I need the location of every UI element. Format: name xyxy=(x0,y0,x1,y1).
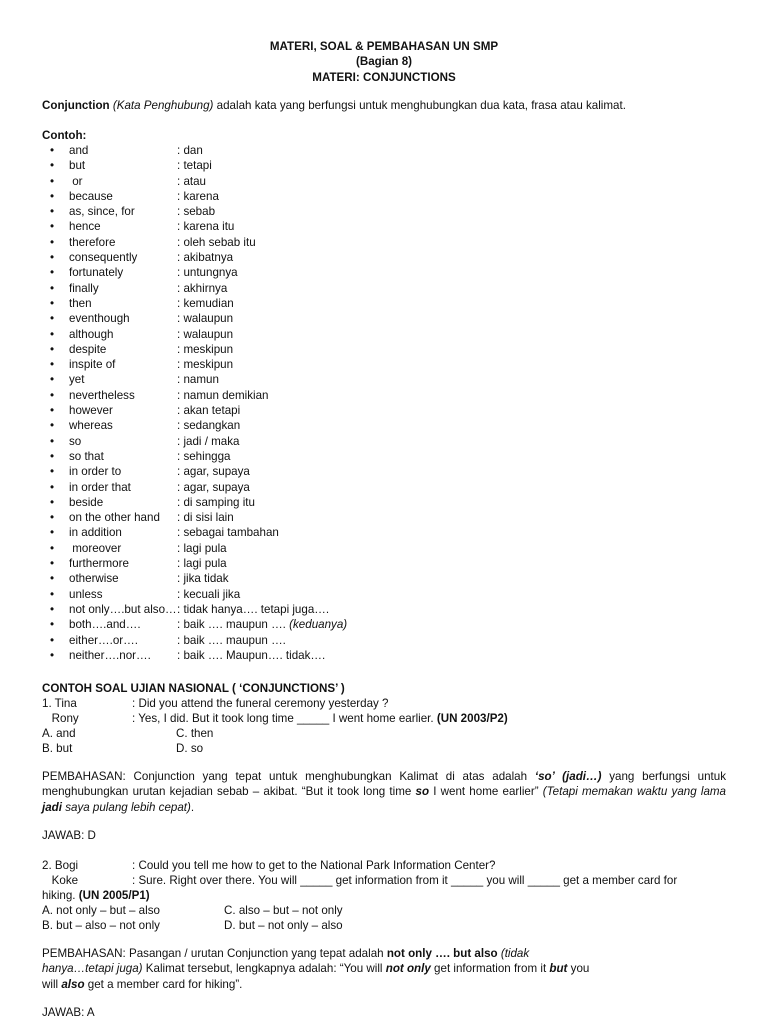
conjunction-meaning xyxy=(177,633,286,648)
conjunction-term: consequently xyxy=(69,251,138,265)
discussion-2-also: also xyxy=(61,977,85,991)
conjunction-meaning-text: : baik …. Maupun…. tidak…. xyxy=(177,648,326,662)
conjunction-meaning xyxy=(177,418,240,433)
answer-1: JAWAB: D xyxy=(42,829,96,842)
bullet-icon: • xyxy=(50,465,55,479)
conjunction-term: eventhough xyxy=(69,312,130,326)
conjunction-term: yet xyxy=(69,373,85,387)
conjunction-meaning xyxy=(177,449,231,464)
bullet-icon: • xyxy=(50,511,55,525)
question-2-option-d: D. but – not only – also xyxy=(224,919,343,932)
conjunction-term: in order to xyxy=(69,465,122,479)
conjunction-term: otherwise xyxy=(69,572,119,586)
conjunction-meaning-text: : akhirnya xyxy=(177,281,228,295)
discussion-2-line-3 xyxy=(42,977,726,992)
discussion-2-label: PEMBAHASAN: xyxy=(42,947,126,960)
discussion-1-jadi-2: jadi xyxy=(42,800,62,814)
conjunction-term: in order that xyxy=(69,480,131,494)
conjunction-meaning-text: : walaupun xyxy=(177,312,234,326)
conjunction-meaning-text: : karena xyxy=(177,189,219,203)
conjunction-meaning xyxy=(177,525,279,540)
conjunction-meaning xyxy=(177,571,229,586)
conjunction-meaning xyxy=(177,143,203,158)
conjunction-meaning-text: : kemudian xyxy=(177,296,234,310)
question-2-option-c: C. also – but – not only xyxy=(224,904,343,917)
conjunction-meaning-text: : akan tetapi xyxy=(177,404,241,418)
conjunction-meaning xyxy=(177,556,227,571)
conjunction-term: so that xyxy=(69,449,104,463)
conjunction-meaning xyxy=(177,158,212,173)
header-part: (Bagian 8) xyxy=(355,55,413,69)
bullet-icon: • xyxy=(50,358,55,372)
question-2-text-2: : Sure. Right over there. You will _____ get information from it _____ you will _____ get a member card for xyxy=(132,874,678,887)
conjunction-meaning-text: : meskipun xyxy=(177,342,234,356)
bullet-icon: • xyxy=(50,602,55,616)
conjunction-meaning xyxy=(177,311,233,326)
conjunction-meaning-text: : agar, supaya xyxy=(177,465,250,479)
conjunction-meaning-text: : namun xyxy=(177,373,219,387)
conjunction-meaning-text: : lagi pula xyxy=(177,541,227,555)
conjunction-meaning xyxy=(177,357,233,372)
conjunction-term: on the other hand xyxy=(69,511,160,525)
document-header xyxy=(0,39,768,85)
bullet-icon: • xyxy=(50,419,55,433)
conjunction-meaning-text: : dan xyxy=(177,144,203,157)
conjunction-meaning-text: : oleh sebab itu xyxy=(177,235,256,249)
conjunction-meaning xyxy=(177,648,325,663)
conjunction-meaning-text: : tetapi xyxy=(177,159,212,173)
question-1-speaker-2: Rony xyxy=(42,712,79,725)
conjunction-term: however xyxy=(69,404,113,418)
bullet-icon: • xyxy=(50,342,55,356)
conjunction-meaning xyxy=(177,281,227,296)
conjunction-meaning xyxy=(177,219,234,234)
bullet-icon: • xyxy=(50,633,55,647)
conjunction-term: therefore xyxy=(69,235,116,249)
question-2-source: (UN 2005/P1) xyxy=(78,889,150,902)
definition-paragraph xyxy=(42,98,732,113)
conjunction-meaning xyxy=(177,388,269,403)
question-2-line-1 xyxy=(42,858,495,873)
bullet-icon: • xyxy=(50,327,55,341)
bullet-icon: • xyxy=(50,220,55,234)
bullet-icon: • xyxy=(50,281,55,295)
conjunction-meaning xyxy=(177,464,250,479)
conjunction-meaning xyxy=(177,617,347,632)
conjunction-meaning xyxy=(177,296,234,311)
question-1-text-2: : Yes, I did. But it took long time _____ I went home earlier. xyxy=(132,712,434,725)
conjunction-term: nevertheless xyxy=(69,388,135,402)
question-1-line-1 xyxy=(42,696,389,711)
bullet-icon: • xyxy=(50,159,55,173)
bullet-icon: • xyxy=(50,235,55,249)
discussion-2-text-4: you xyxy=(567,962,590,976)
conjunction-meaning xyxy=(177,403,240,418)
conjunction-meaning-text: : meskipun xyxy=(177,358,234,372)
conjunction-term: inspite of xyxy=(69,358,116,372)
conjunction-term: both….and…. xyxy=(69,618,141,632)
conjunction-meaning-text: : walaupun xyxy=(177,327,234,341)
definition-text: adalah kata yang berfungsi untuk menghubungkan dua kata, frasa atau kalimat. xyxy=(216,99,626,112)
conjunction-meaning-text: : kecuali jika xyxy=(177,587,241,601)
conjunction-meaning xyxy=(177,327,233,342)
bullet-icon: • xyxy=(50,312,55,326)
conjunction-term: although xyxy=(69,327,114,341)
bullet-icon: • xyxy=(50,205,55,219)
discussion-1-text-3: I went home earlier” xyxy=(429,785,543,799)
bullet-icon: • xyxy=(50,480,55,494)
question-1-option-a: A. and xyxy=(42,727,76,740)
discussion-1-label: PEMBAHASAN: xyxy=(42,770,126,783)
question-2-line-2 xyxy=(42,873,726,888)
conjunction-term: whereas xyxy=(69,419,113,433)
discussion-2-text: Pasangan / urutan Conjunction yang tepat adalah xyxy=(125,947,387,960)
discussion-1 xyxy=(42,769,726,815)
conjunction-meaning-text: : karena itu xyxy=(177,220,235,234)
conjunction-meaning xyxy=(177,541,227,556)
discussion-1-text-2: yang berfungsi untuk menghubungkan urutan kejadian sebab – akibat. “But it took long time xyxy=(42,770,726,799)
conjunction-term: unless xyxy=(69,587,103,601)
conjunction-meaning-text: : namun demikian xyxy=(177,388,269,402)
discussion-2-text-5: will xyxy=(42,977,62,991)
conjunction-term: and xyxy=(69,144,89,157)
discussion-2-line-2 xyxy=(42,961,726,976)
conjunction-term: hence xyxy=(69,220,101,234)
conjunction-meaning-text: : sebab xyxy=(177,205,216,219)
conjunction-meaning xyxy=(177,235,256,250)
bullet-icon: • xyxy=(50,648,55,662)
bullet-icon: • xyxy=(50,557,55,571)
bullet-icon: • xyxy=(50,618,55,632)
question-1-option-c: C. then xyxy=(176,727,214,740)
discussion-2-but: but xyxy=(549,962,568,976)
conjunction-meaning-text: : sedangkan xyxy=(177,419,241,433)
conjunction-term: because xyxy=(69,189,113,203)
bullet-icon: • xyxy=(50,266,55,280)
bullet-icon: • xyxy=(50,251,55,265)
question-1-option-d: D. so xyxy=(176,742,204,755)
bullet-icon: • xyxy=(50,495,55,509)
conjunction-term: moreover xyxy=(69,541,122,555)
conjunction-meaning-text: : baik …. maupun …. xyxy=(177,633,286,647)
conjunction-meaning-text: : di samping itu xyxy=(177,495,255,509)
conjunction-meaning-text: : tidak hanya…. tetapi juga…. xyxy=(177,602,330,616)
question-2-line-3 xyxy=(42,888,150,903)
bullet-icon: • xyxy=(50,388,55,402)
exam-section-title: CONTOH SOAL UJIAN NASIONAL ( ‘CONJUNCTIONS’ ) xyxy=(42,682,345,695)
conjunction-meaning-text: : sebagai tambahan xyxy=(177,526,279,540)
conjunction-term: or xyxy=(69,174,83,188)
bullet-icon: • xyxy=(50,404,55,418)
conjunction-meaning xyxy=(177,265,238,280)
discussion-1-end: . xyxy=(190,800,195,814)
conjunction-meaning-text: : jadi / maka xyxy=(177,434,240,448)
question-2-text-3: hiking. xyxy=(42,889,76,902)
question-1-line-2 xyxy=(42,711,508,726)
bullet-icon: • xyxy=(50,434,55,448)
question-2-option-a: A. not only – but – also xyxy=(42,904,160,917)
conjunction-term: despite xyxy=(69,342,107,356)
bullet-icon: • xyxy=(50,449,55,463)
conjunction-meaning xyxy=(177,434,240,449)
conjunction-term: beside xyxy=(69,495,104,509)
discussion-1-translation-2: saya pulang lebih cepat) xyxy=(61,800,191,814)
conjunction-term: in addition xyxy=(69,526,122,540)
conjunction-meaning xyxy=(177,204,215,219)
header-topic: MATERI: CONJUNCTIONS xyxy=(312,70,456,84)
conjunction-meaning xyxy=(177,250,233,265)
discussion-2-text-3: get information from it xyxy=(430,962,550,976)
discussion-2-text-2: Kalimat tersebut, lengkapnya adalah: “You will xyxy=(142,962,386,976)
conjunction-term: furthermore xyxy=(69,557,129,571)
conjunction-term: neither….nor…. xyxy=(69,648,151,662)
discussion-1-text: Conjunction yang tepat untuk menghubungkan Kalimat di atas adalah xyxy=(125,770,535,783)
conjunction-term: as, since, for xyxy=(69,205,135,219)
conjunction-meaning-text: : atau xyxy=(177,174,207,188)
conjunction-meaning xyxy=(177,372,219,387)
definition-gloss: (Kata Penghubung) xyxy=(112,99,214,112)
conjunction-meaning-text: : akibatnya xyxy=(177,251,234,265)
definition-term: Conjunction xyxy=(42,99,110,112)
discussion-2-text-6: get a member card for hiking”. xyxy=(84,977,243,991)
bullet-icon: • xyxy=(50,373,55,387)
discussion-2-line-1 xyxy=(42,946,726,961)
header-title: MATERI, SOAL & PEMBAHASAN UN SMP xyxy=(269,40,499,53)
conjunction-meaning-text: : lagi pula xyxy=(177,557,227,571)
bullet-icon: • xyxy=(50,174,55,188)
conjunction-term: so xyxy=(69,434,82,448)
conjunction-meaning-text: : untungnya xyxy=(177,266,238,280)
conjunction-meaning xyxy=(177,189,219,204)
answer-2: JAWAB: A xyxy=(42,1006,95,1019)
examples-label: Contoh: xyxy=(42,129,87,142)
conjunction-meaning xyxy=(177,602,329,617)
discussion-2 xyxy=(42,946,726,992)
conjunction-term: not only….but also… xyxy=(69,602,177,616)
conjunction-term: but xyxy=(69,159,86,173)
discussion-1-jadi: (jadi…) xyxy=(554,770,602,783)
conjunction-term: either….or…. xyxy=(69,633,138,647)
question-2-speaker-2: Koke xyxy=(42,874,79,887)
conjunction-term: then xyxy=(69,296,92,310)
conjunction-meaning-text: : jika tidak xyxy=(177,572,229,586)
question-1-speaker-1: 1. Tina xyxy=(42,697,77,710)
bullet-icon: • xyxy=(50,526,55,540)
conjunction-meaning xyxy=(177,174,206,189)
bullet-icon: • xyxy=(50,541,55,555)
conjunction-term: fortunately xyxy=(69,266,124,280)
bullet-icon: • xyxy=(50,189,55,203)
question-1-text-1: : Did you attend the funeral ceremony yesterday ? xyxy=(132,697,389,710)
discussion-2-pair: not only …. but also xyxy=(386,947,498,960)
conjunction-meaning-text: : baik …. maupun …. xyxy=(177,618,286,632)
question-2-speaker-1: 2. Bogi xyxy=(42,859,79,872)
conjunction-meaning-note: (keduanya) xyxy=(289,618,348,632)
question-1-option-b: B. but xyxy=(42,742,73,755)
discussion-1-so: ‘so’ xyxy=(534,770,555,783)
conjunction-meaning xyxy=(177,587,240,602)
discussion-1-so-2: so xyxy=(415,785,430,799)
bullet-icon: • xyxy=(50,296,55,310)
bullet-icon: • xyxy=(50,587,55,601)
question-2-option-b: B. but – also – not only xyxy=(42,919,160,932)
discussion-2-translation-2: hanya…tetapi juga) xyxy=(42,962,143,976)
bullet-icon: • xyxy=(50,144,55,157)
conjunction-meaning-text: : di sisi lain xyxy=(177,511,234,525)
question-2-text-1: : Could you tell me how to get to the National Park Information Center? xyxy=(132,859,496,872)
conjunction-meaning xyxy=(177,480,250,495)
question-1-source: (UN 2003/P2) xyxy=(436,712,508,725)
discussion-2-not-only: not only xyxy=(385,962,431,976)
conjunction-meaning-text: : agar, supaya xyxy=(177,480,250,494)
conjunction-meaning-text: : sehingga xyxy=(177,449,231,463)
conjunction-meaning xyxy=(177,342,233,357)
bullet-icon: • xyxy=(50,572,55,586)
conjunction-term: finally xyxy=(69,281,99,295)
conjunction-meaning xyxy=(177,510,234,525)
conjunction-meaning xyxy=(177,495,255,510)
discussion-2-translation: (tidak xyxy=(497,947,530,960)
discussion-1-translation: (Tetapi memakan waktu yang lama xyxy=(542,785,726,799)
